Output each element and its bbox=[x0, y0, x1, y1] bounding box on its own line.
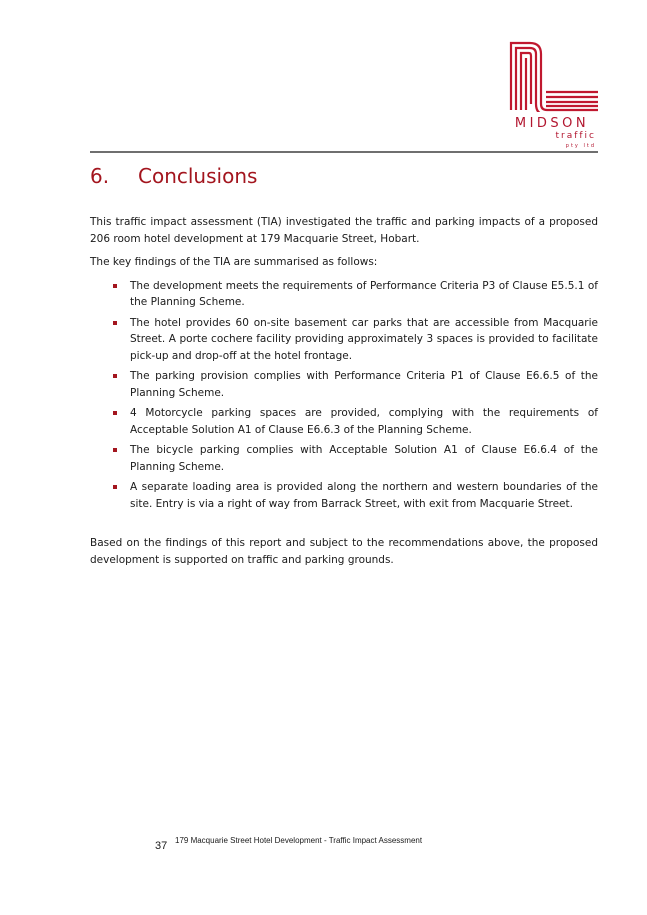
logo-name: MIDSON bbox=[514, 116, 590, 131]
list-item: The development meets the requirements of Performance Criteria P3 of Clause E5.5.1 of the Planning Scheme. bbox=[90, 278, 598, 311]
section-heading bbox=[90, 164, 257, 188]
bullet-icon bbox=[113, 411, 117, 415]
findings-list bbox=[90, 278, 598, 513]
header-divider bbox=[90, 151, 598, 153]
footer-document-title: 179 Macquarie Street Hotel Development - Traffic Impact Assessment bbox=[175, 836, 423, 845]
intro-paragraph: This traffic impact assessment (TIA) investigated the traffic and parking impacts of a proposed 206 room hotel development at 179 Macquarie Street, Hobart. bbox=[90, 216, 598, 245]
bullet-icon bbox=[113, 284, 117, 288]
bullet-icon bbox=[113, 485, 117, 489]
findings-intro: The key findings of the TIA are summarised as follows: bbox=[90, 256, 378, 268]
section-body bbox=[90, 214, 598, 575]
section-number: 6. bbox=[90, 164, 110, 188]
bullet-icon bbox=[113, 374, 117, 378]
midson-logo-mark-icon bbox=[508, 40, 600, 112]
list-item: 4 Motorcycle parking spaces are provided, complying with the requirements of Acceptable Solution A1 of Clause E6.6.3 of the Planning Scheme. bbox=[90, 405, 598, 438]
section-title: Conclusions bbox=[138, 164, 258, 188]
logo-subtitle: traffic bbox=[555, 131, 596, 141]
page-number: 37 bbox=[155, 840, 168, 852]
list-item: The parking provision complies with Performance Criteria P1 of Clause E6.6.5 of the Planning Scheme. bbox=[90, 368, 598, 401]
bullet-icon bbox=[113, 321, 117, 325]
bullet-icon bbox=[113, 448, 117, 452]
list-item: The hotel provides 60 on-site basement car parks that are accessible from Macquarie Street. A porte cochere facility providing approximately 3 spaces is provided to facilitate pick-up and drop-off at the hotel frontage. bbox=[90, 315, 598, 365]
list-item: The bicycle parking complies with Acceptable Solution A1 of Clause E6.6.4 of the Planning Scheme. bbox=[90, 442, 598, 475]
list-item: A separate loading area is provided along the northern and western boundaries of the site. Entry is via a right of way from Barrack Street, with exit from Macquarie Street. bbox=[90, 479, 598, 512]
midson-logo bbox=[508, 40, 600, 112]
logo-suffix: pty ltd bbox=[565, 143, 596, 149]
conclusion-paragraph: Based on the findings of this report and subject to the recommendations above, the proposed development is supported on traffic and parking grounds. bbox=[90, 537, 598, 566]
